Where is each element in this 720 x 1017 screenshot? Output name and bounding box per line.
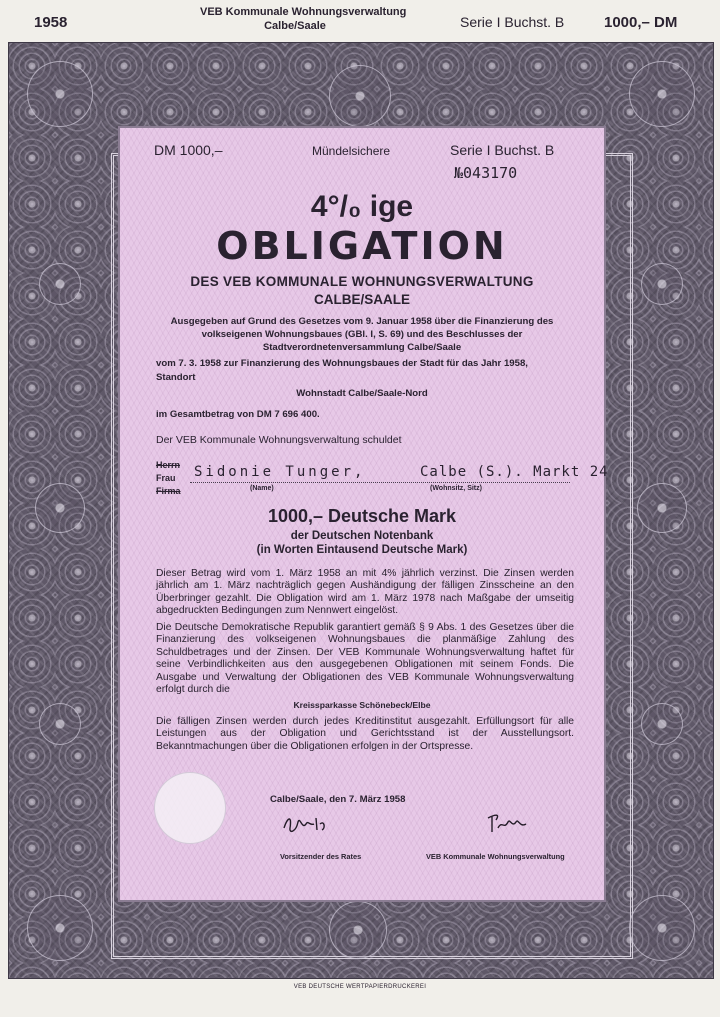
header-series: Serie I Buchst. B: [460, 14, 565, 30]
rosette-bottom-left: [27, 895, 93, 961]
holder-address: Calbe (S.). Markt 24: [420, 464, 609, 480]
rosette-bottom-right: [629, 895, 695, 961]
guarantee-terms: Die Deutsche Demokratische Republik garantiert gemäß § 9 Abs. 1 des Gesetzes über die Finanzierung des volkseigenen Wohnungsbaues die planmäßige Zahlung des Schuldbetrages und der Zinsen. Der VEB Kommunale Wohnungsverwaltung haftet für seine Verbindlichkeiten aus den ausgegebenen Obligationen mit seinem Fonds. Die Ausgabe und Verwaltung der Obligationen des VEB Kommunale Wohnungsverwaltung erfolgt durch die: [156, 622, 574, 696]
holder-name: Sidonie Tunger,: [194, 464, 366, 480]
legal-basis-line4: vom 7. 3. 1958 zur Finanzierung des Wohnungsbaues der Stadt für das Jahr 1958,: [156, 358, 528, 369]
legal-basis-line1: Ausgegeben auf Grund des Gesetzes vom 9. Januar 1958 über die Finanzierung des: [170, 316, 554, 327]
panel-series: Serie I Buchst. B: [450, 142, 555, 158]
salutation-frau: Frau: [156, 473, 176, 483]
signature-left-label: Vorsitzender des Rates: [280, 852, 362, 861]
embossed-seal: [154, 772, 226, 844]
holder-line: [190, 482, 570, 483]
rosette-left-lower: [39, 703, 81, 745]
header-strip: [0, 0, 720, 44]
salutation-herrn: Herrn: [156, 460, 181, 470]
standort-value: Wohnstadt Calbe/Saale-Nord: [296, 388, 428, 399]
panel-amount-dm: DM 1000,–: [154, 142, 223, 158]
debtor-statement: Der VEB Kommunale Wohnungsverwaltung schuldet: [156, 434, 402, 446]
place-date: Calbe/Saale, den 7. März 1958: [270, 794, 406, 805]
rosette-right-middle: [637, 483, 687, 533]
header-year: 1958: [34, 14, 68, 31]
legal-basis-line3: Stadtverordnetenversammlung Calbe/Saale: [262, 342, 462, 353]
interest-terms: Dieser Betrag wird vom 1. März 1958 an mit 4% jährlich verzinst. Die Zinsen werden jährlich am 1. März nachträglich gegen Aushändigung der fälligen Zinsscheine an den Überbringer gezahlt. Die Obligation wird am 1. März 1978 nach Maßgabe der umseitig abgedruckten Bedingungen zum Nennwert eingelöst.: [156, 568, 574, 617]
printer-imprint: VEB DEUTSCHE WERTPAPIERDRUCKEREI: [293, 984, 427, 990]
header-city: Calbe/Saale: [264, 20, 326, 32]
savings-bank: Kreissparkasse Schönebeck/Elbe: [293, 700, 431, 710]
sum-in-words: (in Worten Eintausend Deutsche Mark): [256, 544, 468, 556]
rosette-right-lower: [641, 703, 683, 745]
legal-basis-line2: volkseigenen Wohnungsbaues (GBl. I, S. 69) und des Beschlusses der: [201, 329, 523, 340]
name-caption: (Name): [250, 485, 274, 492]
currency-bank: der Deutschen Notenbank: [290, 530, 434, 542]
rosette-top-right: [629, 61, 695, 127]
rosette-top-center: [329, 65, 391, 127]
rosette-top-left: [27, 61, 93, 127]
signature-left: [280, 810, 330, 838]
document-title: OBLIGATION: [216, 224, 508, 268]
certificate-panel: [118, 126, 609, 902]
serial-number: №043170: [454, 164, 518, 182]
principal-sum: 1000,– Deutsche Mark: [267, 506, 457, 526]
rosette-right-upper: [641, 263, 683, 305]
rosette-left-upper: [39, 263, 81, 305]
standort-label: Standort: [156, 372, 196, 383]
issuer-subtitle: DES VEB KOMMUNALE WOHNUNGSVERWALTUNG: [190, 274, 534, 289]
rosette-bottom-center: [329, 901, 387, 959]
signature-right: [486, 810, 530, 838]
issuer-city-subtitle: CALBE/SAALE: [313, 292, 410, 307]
payment-terms: Die fälligen Zinsen werden durch jedes Kreditinstitut ausgezahlt. Erfüllungsort für alle Leistungen aus der Obligation und Gerichtsstand ist der Ausstellungsort. Bekanntmachungen über die Obligationen erfolgen in der Ortspresse.: [156, 716, 574, 752]
rosette-left-middle: [35, 483, 85, 533]
interest-rate: 4°/₀ ige: [310, 190, 414, 223]
total-amount: im Gesamtbetrag von DM 7 696 400.: [156, 409, 320, 420]
signature-right-label: VEB Kommunale Wohnungsverwaltung: [426, 852, 565, 861]
muendelsicher-label: Mündelsichere: [312, 144, 391, 158]
header-amount: 1000,– DM: [604, 14, 678, 31]
header-issuer: VEB Kommunale Wohnungsverwaltung: [200, 6, 407, 18]
residence-caption: (Wohnsitz, Sitz): [430, 485, 482, 492]
salutation-firma: Firma: [156, 486, 181, 496]
